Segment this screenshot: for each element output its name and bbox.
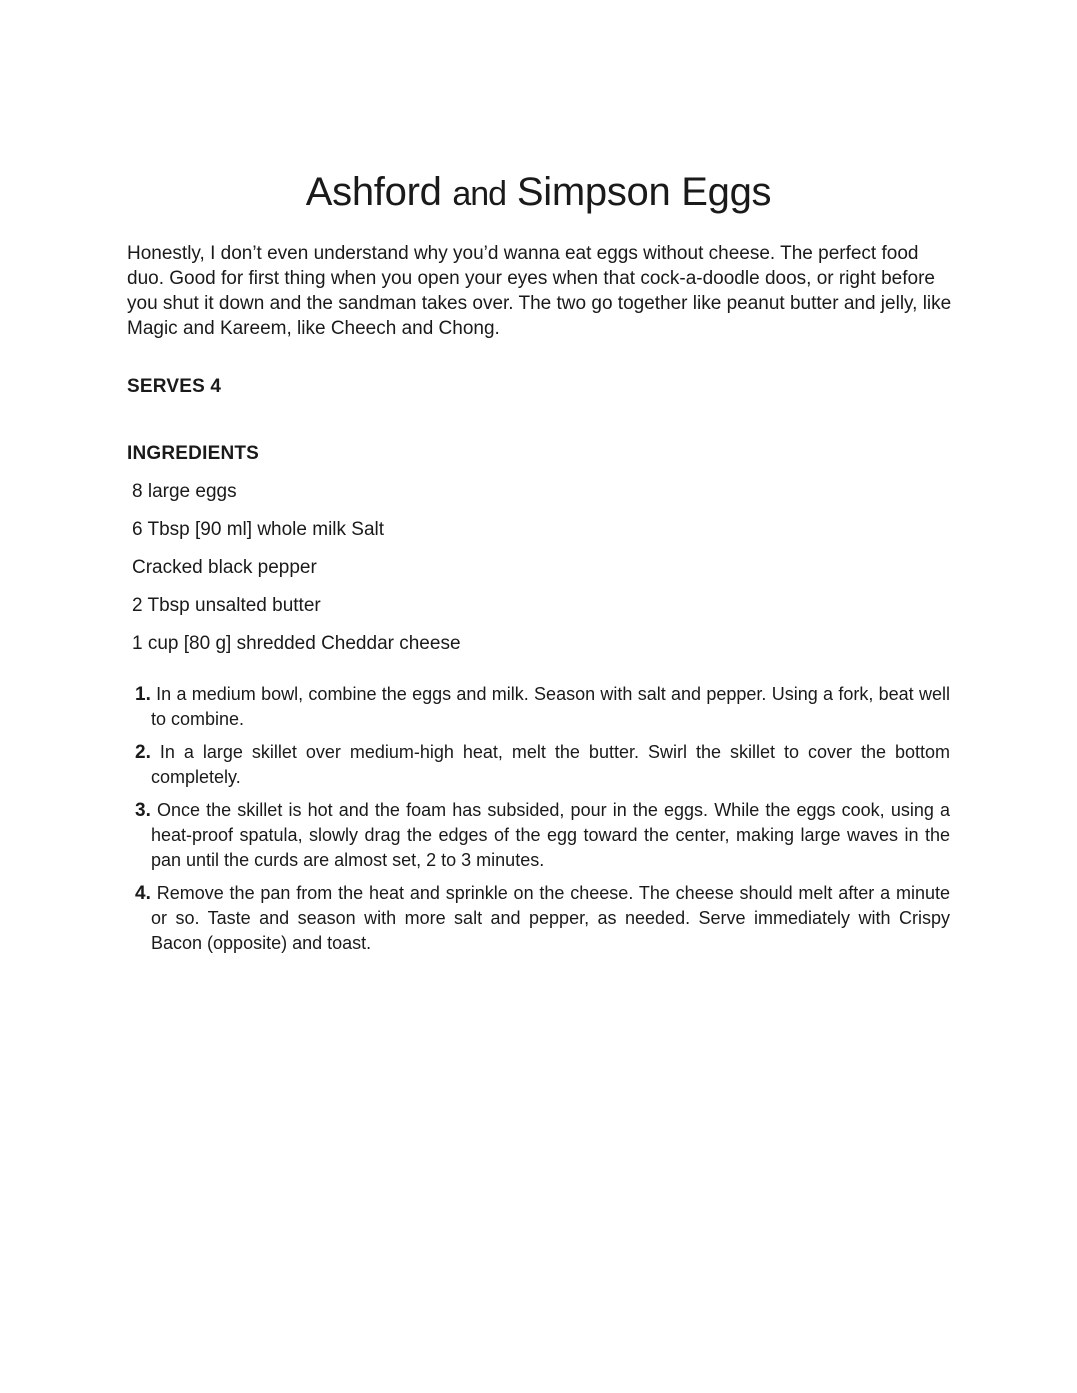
- ingredient-item: Cracked black pepper: [132, 557, 317, 578]
- step-item: [135, 740, 950, 790]
- ingredient-item: 8 large eggs: [132, 481, 237, 502]
- title-part-ashford: Ashford: [305, 170, 453, 214]
- step-text: Remove the pan from the heat and sprinkle on the cheese. The cheese should melt after a minute or so. Taste and season with more salt and pepper, as needed. Serve immediately with Crispy Bacon (opposite) and toast.: [150, 883, 950, 953]
- step-number: 1.: [135, 684, 151, 705]
- recipe-intro: Honestly, I don’t even understand why you’d wanna eat eggs without cheese. The perfect food duo. Good for first thing when you open your eyes when that cock-a-doodle doos, or right before you shut it down and the sandman takes over. The two go together like peanut butter and jelly, like Magic and Kareem, like Cheech and Chong.: [127, 243, 952, 339]
- step-item: [135, 798, 950, 873]
- ingredient-item: 1 cup [80 g] shredded Cheddar cheese: [132, 633, 461, 654]
- step-item: [135, 682, 950, 732]
- serves-heading: SERVES 4: [127, 376, 222, 397]
- ingredient-item: 2 Tbsp unsalted butter: [132, 595, 321, 616]
- step-number: 3.: [135, 800, 151, 821]
- step-text: In a large skillet over medium-high heat, melt the butter. Swirl the skillet to cover the bottom completely.: [150, 742, 950, 787]
- step-text: Once the skillet is hot and the foam has subsided, pour in the eggs. While the eggs cook, using a heat-proof spatula, slowly drag the edges of the egg toward the center, making large waves in the pan until the curds are almost set, 2 to 3 minutes.: [150, 800, 950, 870]
- steps-list: [135, 682, 950, 964]
- step-number: 2.: [135, 742, 151, 763]
- step-text: In a medium bowl, combine the eggs and milk. Season with salt and pepper. Using a fork, beat well to combine.: [150, 684, 950, 729]
- ingredients-heading: INGREDIENTS: [127, 443, 260, 464]
- title-part-and: and: [452, 175, 507, 213]
- ingredients-list: [132, 480, 932, 670]
- recipe-title: [0, 166, 1077, 220]
- title-part-simpson-eggs: Simpson Eggs: [506, 170, 772, 214]
- ingredient-item: 6 Tbsp [90 ml] whole milk Salt: [132, 519, 385, 540]
- step-number: 4.: [135, 883, 151, 904]
- step-item: [135, 881, 950, 956]
